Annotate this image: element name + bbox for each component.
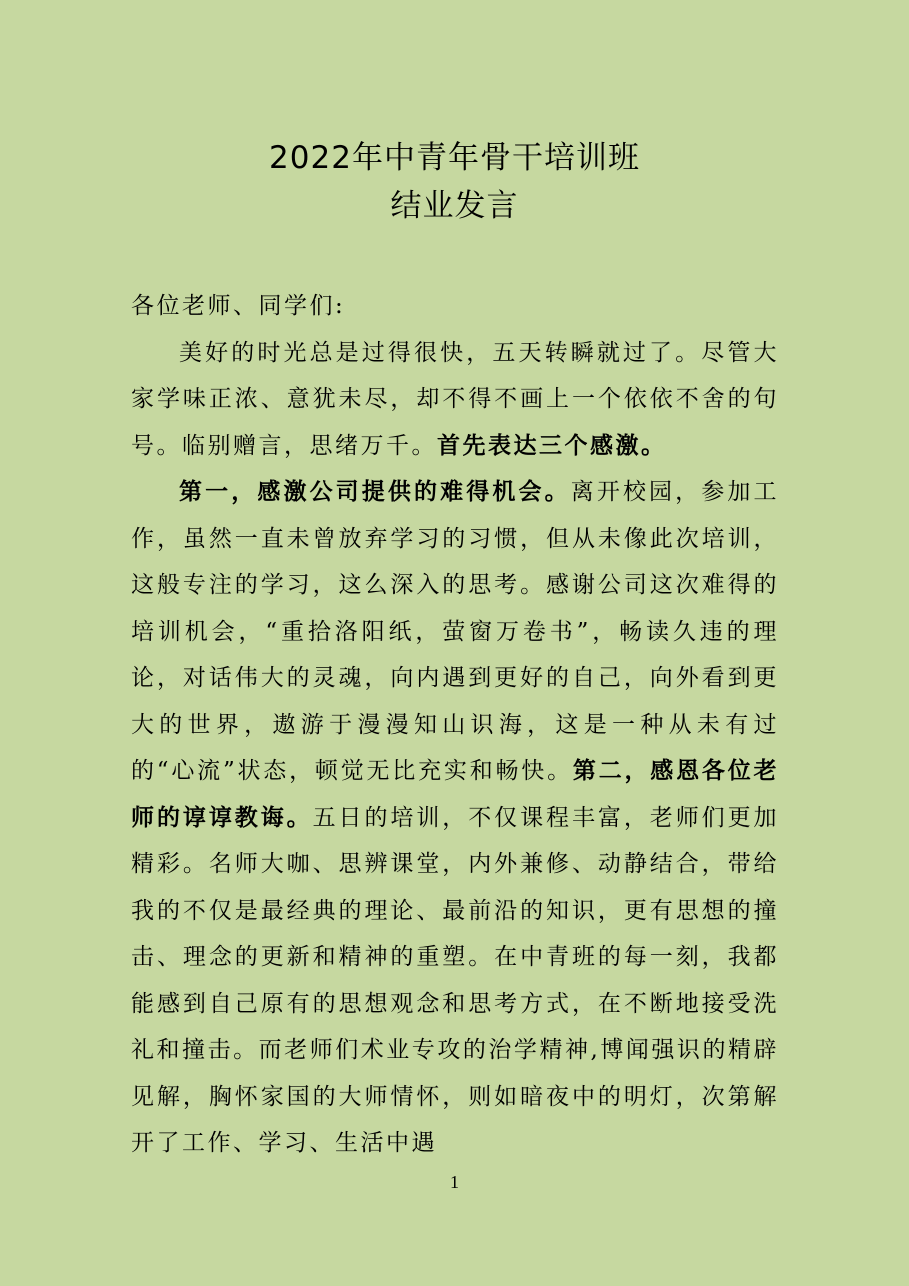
paragraph-2-text-1: 离开校园，参加工作，虽然一直未曾放弃学习的习惯，但从未像此次培训，这般专注的学习，这么深入的思考。感谢公司这次难得的培训机会，“重拾洛阳纸，萤窗万卷书”，畅读久违的理论，对话伟大的灵魂，向内遇到更好的自己，向外看到更大的世界，遨游于漫漫知山识海，这是一种从未有过的“心流”状态，顿觉无比充实和畅快。 xyxy=(131,479,780,784)
page-number: 1 xyxy=(450,1172,459,1192)
salutation: 各位老师、同学们: xyxy=(131,293,346,319)
paragraph-2-text-2: 五日的培训，不仅课程丰富，老师们更加精彩。名师大咖、思辨课堂，内外兼修、动静结合，带给我的不仅是最经典的理论、最前沿的知识，更有思想的撞击、理念的更新和精神的重塑。在中青班的每一刻，我都能感到自己原有的思想观念和思考方式，在不断地接受洗礼和撞击。而老师们术业专攻的治学精神,博闻强识的精辟见解，胸怀家国的大师情怀，则如暗夜中的明灯，次第解开了工作、学习、生活中遇 xyxy=(131,804,779,1156)
paragraph-1 xyxy=(131,330,779,470)
document-subtitle: 结业发言 xyxy=(390,188,519,224)
document-body xyxy=(131,283,779,1167)
document-title: 2022年中青年骨干培训班 xyxy=(269,140,640,176)
paragraph-2-heading-2: 第二，感恩各位老师的谆谆教诲。 xyxy=(131,757,779,831)
paragraph-2-heading-1: 第一，感激公司提供的难得机会。 xyxy=(179,478,571,505)
paragraph-1-emphasis: 首先表达三个感激。 xyxy=(437,431,667,459)
paragraph-2 xyxy=(131,469,779,1167)
paragraph-1-text: 美好的时光总是过得很快，五天转瞬就过了。尽管大家学味正浓、意犹未尽，却不得不画上一个依依不舍的句号。临别赠言，思绪万千。 xyxy=(131,339,779,459)
